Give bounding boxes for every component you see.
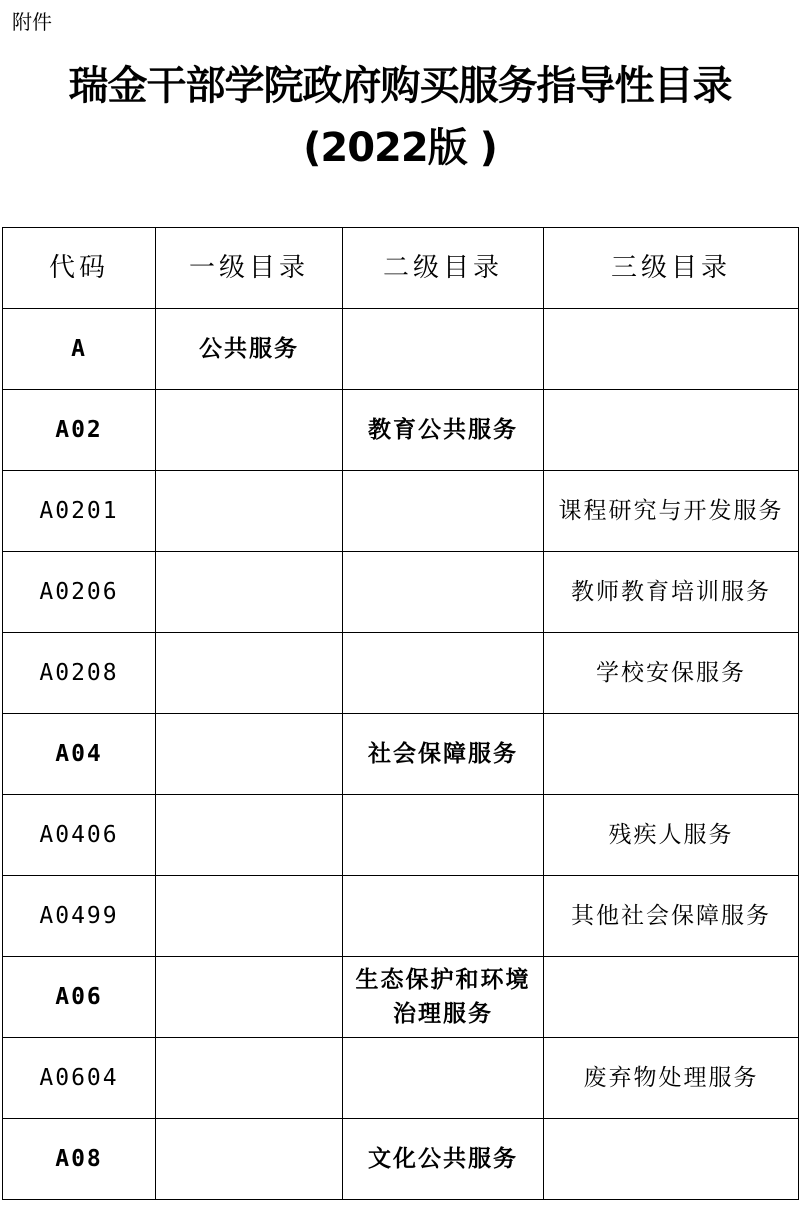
document-title: 瑞金干部学院政府购买服务指导性目录 [68,63,732,109]
row-level3 [544,714,799,795]
row-code: A08 [3,1119,156,1200]
row-code: A0499 [3,876,156,957]
row-code: A0406 [3,795,156,876]
header-level2: 二级目录 [343,228,544,309]
row-level2 [343,309,544,390]
row-code: A0206 [3,552,156,633]
row-level1 [156,552,343,633]
table-row [3,957,799,1038]
row-level3: 学校安保服务 [544,633,799,714]
row-level1 [156,633,343,714]
row-code: A02 [3,390,156,471]
service-catalog-table [2,227,799,1200]
row-level2 [343,552,544,633]
row-level2 [343,471,544,552]
row-level1 [156,390,343,471]
table-row [3,1038,799,1119]
table-row [3,1119,799,1200]
table-row [3,552,799,633]
table-header-row [3,228,799,309]
row-level2 [343,876,544,957]
row-level3: 其他社会保障服务 [544,876,799,957]
row-level1 [156,714,343,795]
row-level1 [156,1038,343,1119]
row-level3 [544,309,799,390]
row-level1 [156,1119,343,1200]
row-code: A04 [3,714,156,795]
row-level3: 教师教育培训服务 [544,552,799,633]
row-level2: 文化公共服务 [343,1119,544,1200]
row-level2: 教育公共服务 [343,390,544,471]
header-level3: 三级目录 [544,228,799,309]
table-row [3,795,799,876]
row-level2 [343,795,544,876]
row-code: A0208 [3,633,156,714]
row-level1 [156,795,343,876]
row-level3 [544,1119,799,1200]
header-code: 代码 [3,228,156,309]
row-code: A0604 [3,1038,156,1119]
header-level1: 一级目录 [156,228,343,309]
row-level1: 公共服务 [156,309,343,390]
row-code: A [3,309,156,390]
row-level3 [544,390,799,471]
table-row [3,714,799,795]
row-level2: 生态保护和环境治理服务 [343,957,544,1038]
row-code: A06 [3,957,156,1038]
row-level1 [156,471,343,552]
row-level3: 残疾人服务 [544,795,799,876]
table-row [3,471,799,552]
attachment-label: 附件 [12,10,52,34]
table-row [3,390,799,471]
row-level2 [343,633,544,714]
document-edition: (2022版 ) [303,125,497,171]
row-level1 [156,876,343,957]
table-row [3,633,799,714]
table-row [3,309,799,390]
table-row [3,876,799,957]
row-level3: 废弃物处理服务 [544,1038,799,1119]
row-code: A0201 [3,471,156,552]
row-level1 [156,957,343,1038]
row-level2: 社会保障服务 [343,714,544,795]
row-level3 [544,957,799,1038]
row-level2 [343,1038,544,1119]
row-level3: 课程研究与开发服务 [544,471,799,552]
